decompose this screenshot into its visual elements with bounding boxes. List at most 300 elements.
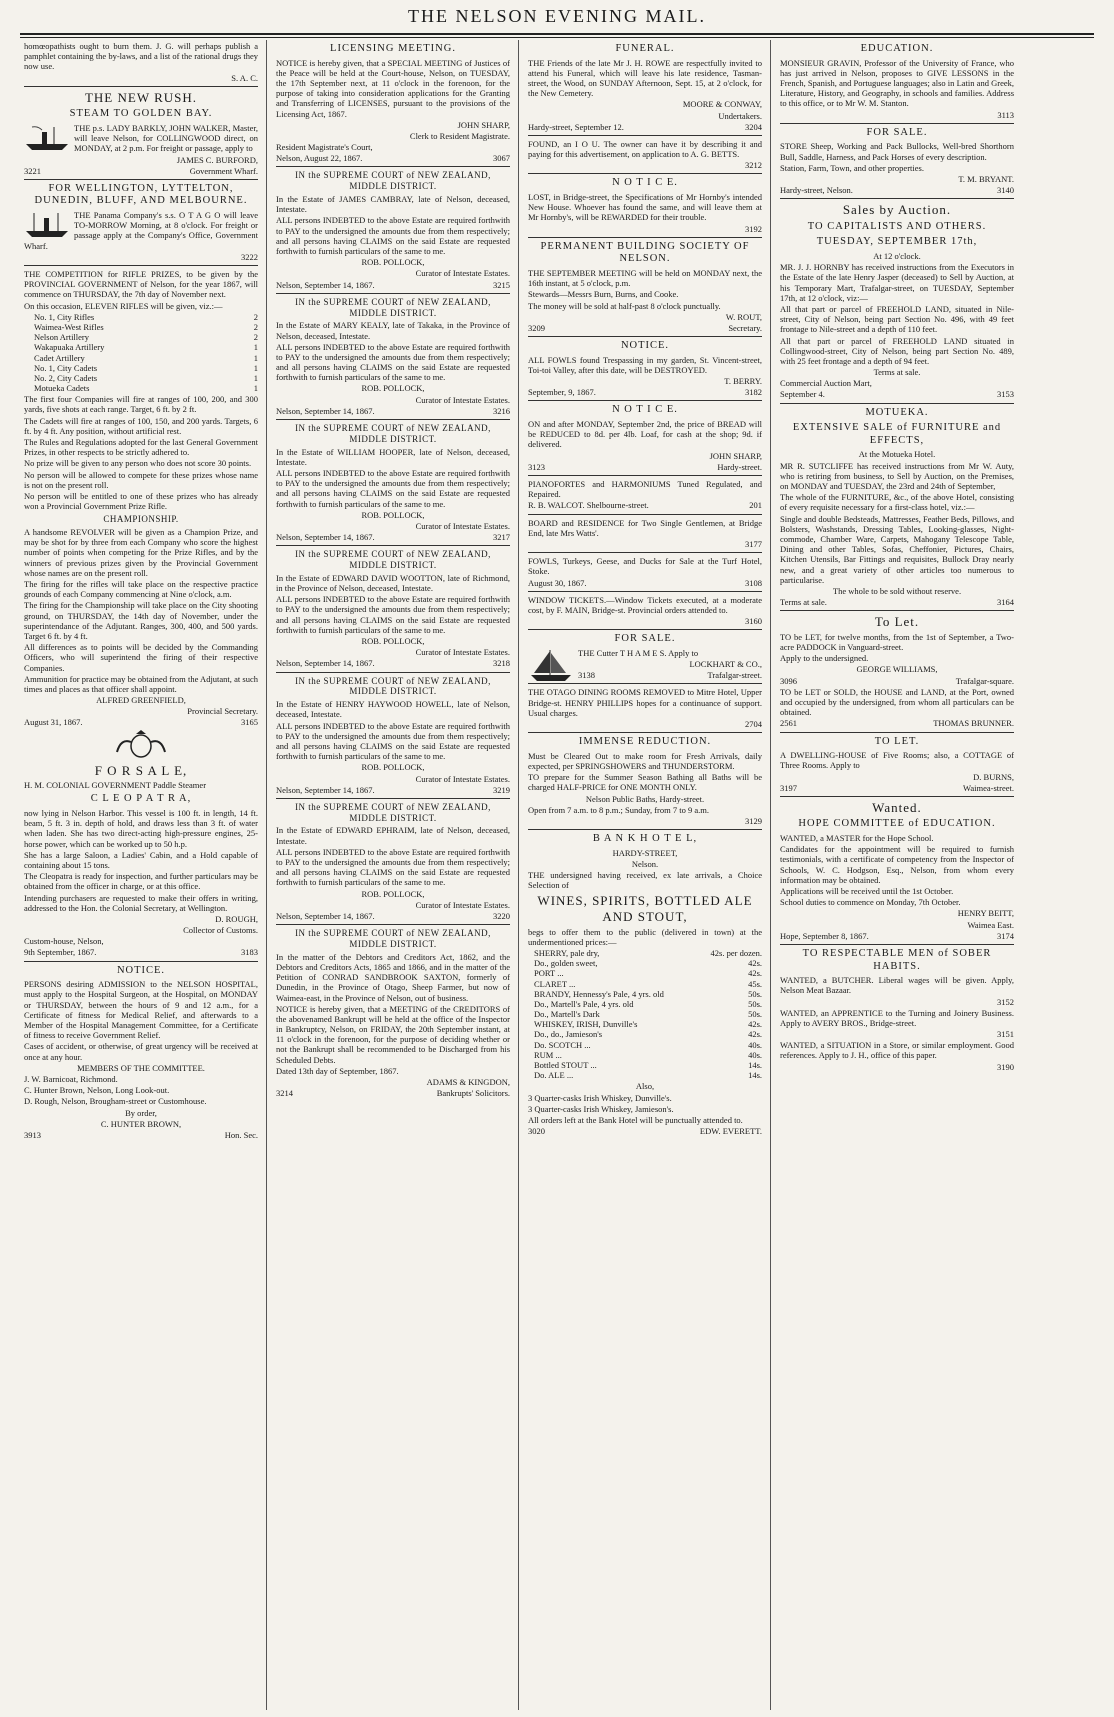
list-item: Do., golden sweet, 42s.: [534, 958, 762, 969]
estate-heading: In the Estate of HENRY HAYWOOD HOWELL, late of Nelson, deceased, Intestate.: [276, 699, 510, 720]
curator-title: Curator of Intestate Estates.: [415, 773, 510, 784]
steamer-icon: [24, 211, 70, 239]
ad-divider: [528, 135, 762, 136]
licensing-sig-name: JOHN SHARP,: [457, 119, 510, 130]
ad-divider: [24, 86, 258, 87]
fowls-title: NOTICE.: [620, 340, 670, 352]
list-item: No. 2, City Cadets 1: [34, 372, 258, 383]
ad-divider: [780, 610, 1014, 611]
hope-title: HOPE COMMITTEE of EDUCATION.: [798, 818, 996, 830]
sailboat-icon: [528, 649, 574, 683]
sale-text: STORE Sheep, Working and Pack Bullocks, Well-bred Shorthorn Bull, Saddle, Harness, and Pack Horses of every description.: [780, 141, 1014, 162]
ad-divider: [528, 829, 762, 830]
situation-text: WANTED, a SITUATION in a Store, or similar employment. Good references. Apply to J. H., office of this paper.: [780, 1040, 1014, 1061]
building-footer: [528, 323, 762, 333]
ad-number: 3913: [24, 1129, 41, 1140]
auction-lot: All that part or parcel of FREEHOLD LAND, situated in Nile-street, City of Nelson, being part Section No. 496, with 49 feet frontage to Nile-street and a depth of 110 feet.: [780, 303, 1014, 335]
court-title: IN the SUPREME COURT of NEW ZEALAND, MIDDLE DISTRICT.: [295, 296, 491, 318]
ad-divider: [528, 629, 762, 630]
ad-number: 3214: [276, 1088, 293, 1099]
wanted-footer: [780, 931, 1014, 941]
ad-number: 3197: [780, 782, 797, 793]
ad-divider: [276, 798, 510, 799]
bread-footer: [528, 462, 762, 472]
estate-text: ALL persons INDEBTED to the above Estate are required forthwith to PAY to the undersigned the amounts due from them respectively; and all persons having CLAIMS on the said Estate are requested forthwith to furnish particulars of the same to me.: [276, 468, 510, 509]
baths-hours: Open from 7 a.m. to 8 p.m.; Sunday, from 7 to 9 a.m.: [528, 804, 709, 815]
ad-number: 3108: [745, 577, 762, 588]
rifle-para: No prize will be given to any person who does not score 30 points.: [24, 458, 252, 469]
ad-number: 2704: [745, 718, 762, 729]
estate-text: ALL persons INDEBTED to the above Estate are required forthwith to PAY to the undersigned the amounts due from them respectively; and all persons having CLAIMS on the said Estate are requested forthwith to furnish particulars of the same to me.: [276, 594, 510, 635]
for-sale-sig-title: Collector of Customs.: [183, 925, 258, 936]
ad-divider: [780, 796, 1014, 797]
estate-heading: In the Estate of WILLIAM HOOPER, late of Nelson, deceased, Intestate.: [276, 446, 510, 467]
education-title: EDUCATION.: [860, 43, 934, 54]
ad-number: 3151: [997, 1029, 1014, 1040]
champ-para: The firing for the rifles will take place on the respective practice grounds of each Company commencing at Nine o'clock, a.m.: [24, 579, 258, 600]
homeo-sig: S. A. C.: [231, 72, 258, 83]
estate-footer: Nelson, September 14, 1867. 3215: [276, 279, 510, 290]
list-item: Do. SCOTCH ... 40s.: [534, 1039, 762, 1050]
rifle-intro: THE COMPETITION for RIFLE PRIZES, to be given by the PROVINCIAL GOVERNMENT of Nelson, for the year 1867, will commence on THURSDAY, the 7th day of November next.: [24, 269, 258, 300]
list-item: CLARET ... 45s.: [534, 978, 762, 989]
auction-mart: Commercial Auction Mart,: [780, 378, 872, 389]
sale-text2: Station, Farm, Town, and other properties.: [780, 162, 924, 173]
ad-place: Waimea-street.: [963, 782, 1014, 793]
education-text: MONSIEUR GRAVIN, Professor of the University of France, who has just arrived in Nelson, proposes to GIVE LESSONS in the French, Spanish, and Portuguese languages; also in Latin and Greek, Literature, History, and Geography, in schools and families. Address to this office, or to Mr W. M. Stanton.: [780, 57, 1014, 109]
ad-divider: [276, 924, 510, 925]
ad-number: 3164: [997, 597, 1014, 608]
ad-divider: [528, 514, 762, 515]
ad-number: 3113: [997, 109, 1014, 120]
for-sale-place: Custom-house, Nelson,: [24, 936, 104, 947]
ad-place: Trafalgar-square.: [955, 675, 1014, 686]
ad-date: September 4.: [780, 389, 825, 400]
ad-sig: R. B. WALCOT. Shelbourne-street.: [528, 500, 649, 511]
ad-number: 3123: [528, 461, 545, 472]
tolet-footer: [780, 718, 1014, 728]
sale-sig: T. M. BRYANT.: [958, 173, 1014, 184]
ad-place: Hardy-street, Nelson.: [780, 185, 853, 196]
price-list: [528, 948, 762, 1080]
list-item: Do., do., Jamieson's 42s.: [534, 1029, 762, 1040]
tolet2-footer: [780, 783, 1014, 793]
fowls-footer: [528, 387, 762, 397]
list-item: No. 1, City Rifles 2: [34, 311, 258, 322]
ad-date: Hope, September 8, 1867.: [780, 930, 869, 941]
motueka-footer: [780, 597, 1014, 607]
list-item: RUM ... 40s.: [534, 1049, 762, 1060]
estate-heading: In the Estate of JAMES CAMBRAY, late of Nelson, deceased, Intestate.: [276, 194, 510, 215]
estate-footer: Nelson, September 14, 1867. 3216: [276, 405, 510, 416]
bank-footer: [528, 1126, 762, 1136]
building-stewards: Stewards—Messrs Burn, Burns, and Cooke.: [528, 289, 679, 300]
auction-footer: [780, 389, 1014, 399]
bank-town: Nelson.: [631, 858, 659, 869]
curator-name: ROB. POLLOCK,: [361, 383, 425, 394]
masthead-rule: [20, 33, 1094, 35]
estate-notice: [276, 549, 510, 668]
rifle-para: No person will be entitled to one of these prizes who has already won a Provincial Government Prize Rifle.: [24, 490, 258, 512]
list-item: WHISKEY, IRISH, Dunville's 42s.: [534, 1019, 762, 1030]
tolet2-text: A DWELLING-HOUSE of Five Rooms; also, a COTTAGE of Three Rooms. Apply to: [780, 750, 1014, 771]
motueka-title: MOTUEKA.: [865, 406, 929, 418]
champ-para: A handsome REVOLVER will be given as a Champion Prize, and may be shot for by three from each Company who score the highest number of points when competing for the Prize Rifles, and by the winners of previous prizes given by the Provincial Government whose names are on the present roll.: [24, 527, 258, 578]
auction-text: MR. J. J. HORNBY has received instructions from the Executors in the Estate of the late Henry Jasper (deceased) to Sell by Auction, at his Temporary Mart, Trafalgar-street, on TUESDAY, September 17th, at 12 o'clock, viz:—: [780, 262, 1014, 303]
curator-name: ROB. POLLOCK,: [361, 888, 425, 899]
ad-divider: [780, 123, 1014, 124]
for-sale-sig-name: D. ROUGH,: [215, 913, 258, 924]
apprentice-text: WANTED, an APPRENTICE to the Turning and Joinery Business. Apply to AVERY BROS., Bridge-street.: [780, 1007, 1014, 1028]
for-sale-para: Intending purchasers are requested to make their offers in writing, addressed to the Hon. the Colonial Secretary, at Wellington.: [24, 892, 258, 913]
ad-number: 2561: [780, 718, 797, 729]
ad-sig: EDW. EVERETT.: [699, 1126, 762, 1137]
ad-number: 201: [749, 500, 762, 511]
ship-name: C L E O P A T R A,: [90, 793, 192, 805]
list-item: Do., Martell's Dark 50s.: [534, 1009, 762, 1020]
fowls2-text: FOWLS, Turkeys, Geese, and Ducks for Sale at the Turf Hotel, Stoke.: [528, 556, 762, 577]
hospital-sig-title: Hon. Sec.: [224, 1129, 258, 1140]
cutter-agent: LOCKHART & CO.,: [689, 659, 762, 670]
column-4: [780, 40, 1014, 1710]
wellington-title: FOR WELLINGTON, LYTTELTON, DUNEDIN, BLUFF, AND MELBOURNE.: [34, 182, 248, 207]
wellington-text: THE Panama Company's s.s. O T A G O will leave TO-MORROW Morning, at 8 o'clock. For freight or passage apply at the Company's Office, Government Wharf.: [24, 210, 258, 251]
ad-number: 3129: [745, 815, 762, 826]
ad-place: Government Wharf.: [189, 165, 258, 176]
building-sig-title: Secretary.: [728, 322, 762, 333]
member: C. Hunter Brown, Nelson, Long Look-out.: [24, 1085, 170, 1096]
licensing-place: Resident Magistrate's Court,: [276, 142, 373, 153]
list-item: Motueka Cadets 1: [34, 383, 258, 394]
masthead-rule-thin: [20, 37, 1094, 38]
estate-footer: Nelson, September 14, 1867. 3220: [276, 910, 510, 921]
ad-date: August 30, 1867.: [528, 577, 587, 588]
tolet-sig: GEORGE WILLIAMS,: [856, 664, 938, 675]
estate-footer: Nelson, September 14, 1867. 3217: [276, 532, 510, 543]
tolet2-sig: D. BURNS,: [973, 771, 1014, 782]
for-sale-text: H. M. COLONIAL GOVERNMENT Paddle Steamer: [24, 780, 207, 791]
bread-text: ON and after MONDAY, September 2nd, the price of BREAD will be REDUCED to 8d. per 4lb. Loaf, for cash at the shop; 9d. if delivered.: [528, 419, 762, 450]
bread-sig-name: JOHN SHARP,: [709, 450, 762, 461]
lost-text: LOST, in Bridge-street, the Specifications of Mr Hornby's intended New House. Whoever has found the same, and will leave them at Mr Hornby's, will be REWARDED for their trouble.: [528, 192, 762, 223]
funeral-footer: [528, 122, 762, 132]
rifle-para: No person will be allowed to compete for these prizes whose name is not on the present roll.: [24, 469, 258, 490]
curator-title: Curator of Intestate Estates.: [415, 520, 510, 531]
column-1: [24, 40, 258, 1710]
estate-text: ALL persons INDEBTED to the above Estate are required forthwith to PAY to the undersigned the amounts due from them respectively; and all persons having CLAIMS on the said Estate are requested forthwith to furnish particulars of the same to me.: [276, 846, 510, 888]
ad-sig: THOMAS BRUNNER.: [933, 718, 1014, 729]
for-sale-para: She has a large Saloon, a Ladies' Cabin, and a Hold capable of containing about 15 tons.: [24, 849, 258, 870]
licensing-text: NOTICE is hereby given, that a SPECIAL MEETING of Justices of the Peace will be held at the Court-house, Nelson, on TUESDAY, the 17th September next, at 11 o'clock in the forenoon, for the purpose of taking into consideration applications for the Granting and Transferring of LICENSES, pursuant to the provisions of the Licensing Act, 1867.: [276, 57, 510, 119]
curator-name: ROB. POLLOCK,: [361, 509, 425, 520]
rifle-para: The Cadets will fire at ranges of 100, 150, and 200 yards. Targets, 6 ft. by 4 ft. Any position, without artificial rest.: [24, 415, 258, 436]
list-item: Wakapuaka Artillery 1: [34, 342, 258, 353]
page-title: THE NELSON EVENING MAIL.: [408, 6, 706, 26]
for-sale-para: now lying in Nelson Harbor. This vessel is 100 ft. in length, 14 ft. beam, 5 ft. 3 in. depth of hold, and draws less than 3 ft. of water when laden. She has two direct-acting high-pressure engines, 25-horse power, which can be worked up to 50 h.p.: [24, 808, 258, 849]
immense-title: IMMENSE REDUCTION.: [578, 736, 712, 748]
fowls2-footer: [528, 578, 762, 588]
member: J. W. Barnicoat, Richmond.: [24, 1073, 118, 1084]
ad-date: 9th September, 1867.: [24, 947, 97, 958]
member: D. Rough, Nelson, Brougham-street or Customhouse.: [24, 1096, 207, 1107]
for-sale-footer: [24, 947, 258, 957]
motueka-items: Single and double Bedsteads, Mattresses, Feather Beds, Pillows, and Bolsters, Washstands, Dressing Tables, Looking-glasses, Night-commode, Chamber Ware, Carpets, Mahogany Telescope Table, Dining and other Tables, Sofas, Cheffonier, Pictures, Chairs, Kitchen Utensils, Bar Fittings and requisites, Bullock Dray nearly new, and a great variety of other articles too numerous to particularise.: [780, 513, 1014, 585]
court-title: IN the SUPREME COURT of NEW ZEALAND, MIDDLE DISTRICT.: [295, 170, 491, 192]
ad-divider: [24, 179, 258, 180]
auction-lot: All that part or parcel of FREEHOLD LAND situated in Collingwood-street, City of Nelson, being part Section No. 489, with 25 feet frontage and a depth of 94 feet.: [780, 335, 1014, 366]
board-text: BOARD and RESIDENCE for Two Single Gentlemen, at Bridge End, late Mrs Watts'.: [528, 517, 762, 538]
royal-crest-icon: [111, 730, 171, 760]
bank-cask: 3 Quarter-casks Irish Whiskey, Jamieson's.: [528, 1103, 674, 1114]
building-title: PERMANENT BUILDING SOCIETY OF NELSON.: [540, 240, 750, 265]
bank-orders: All orders left at the Bank Hotel will be punctually attended to.: [528, 1114, 743, 1125]
estate-notice: [276, 170, 510, 289]
bankrupt-text: NOTICE is hereby given, that a MEETING of the CREDITORS of the abovenamed Bankrupt will be held at the office of the Inspector in Bankruptcy, Nelson, on FRIDAY, the 20th September instant, at 11 o'clock in the forenoon, for the purpose of deciding whether or not the Bankrupt shall be recommended to be Discharged from his Scheduled Debts.: [276, 1003, 510, 1065]
estate-text: ALL persons INDEBTED to the above Estate are required forthwith to PAY to the undersigned the amounts due from them respectively; and all persons having CLAIMS on the said Estate are requested forthwith to furnish particulars of the same to me.: [276, 720, 510, 762]
estate-heading: In the Estate of EDWARD EPHRAIM, late of Nelson, deceased, Intestate.: [276, 825, 510, 846]
ad-divider: [780, 198, 1014, 199]
immense-text: Must be Cleared Out to make room for Fresh Arrivals, daily expected, per SPRINGSHOWERS and THUNDERSTORM.: [528, 750, 762, 771]
bankrupt-sig-name: ADAMS & KINGDON,: [426, 1077, 510, 1087]
ad-divider: [528, 336, 762, 337]
ad-date: September, 9, 1867.: [528, 387, 596, 398]
building-money: The money will be sold at half-past 8 o'clock punctually.: [528, 300, 721, 311]
bank-street: HARDY-STREET,: [612, 847, 678, 858]
ad-divider: [528, 475, 762, 476]
bankrupt-dated: Dated 13th day of September, 1867.: [276, 1065, 399, 1076]
bankrupt-footer: [276, 1088, 510, 1098]
hospital-para: PERSONS desiring ADMISSION to the NELSON HOSPITAL, must apply to the Hospital Surgeon, at the Hospital, on MONDAY or THURSDAY, between the hours of 9 and 12 a.m., for a Certificate of fitness for Medical Relief, and afterwards to a Member of the Hospital Management Committee, for a Certificate of fitness to receive Government Relief.: [24, 979, 258, 1041]
ad-divider: [780, 403, 1014, 404]
bank-hotel-title: B A N K H O T E L,: [592, 833, 698, 845]
bankrupt-heading: In the matter of the Debtors and Creditors Act, 1862, and the Debtors and Creditors Acts, 1865 and 1866, and in the matter of the Petition of CONRAD SANDBROOK SAXTON, formerly of Dunedin, in the Province of Otago, Sheep Farmer, but now of Waimea-east, in the Province of Nelson, out of business.: [276, 951, 510, 1003]
licensing-sig-title: Clerk to Resident Magistrate.: [409, 130, 510, 141]
champ-para: The firing for the Championship will take place on the City shooting ground, on THURSDAY, the 14th day of November, under the superintendance of the Adjutant. Ranges, 300, 400, and 500 yards. Target 6 ft. by 4 ft.: [24, 600, 258, 641]
licensing-footer: [276, 153, 510, 163]
ad-divider: [528, 173, 762, 174]
ad-number: 3138: [578, 670, 595, 681]
motueka-terms: Terms at sale.: [780, 597, 827, 608]
tolet-text2: TO be LET or SOLD, the HOUSE and LAND, at the Port, owned and occupied by the undersigned, from whom all particulars can be obtained.: [780, 686, 1014, 718]
ad-place: Hardy-street, September 12.: [528, 121, 624, 132]
new-rush-text: THE p.s. LADY BARKLY, JOHN WALKER, Master, will leave Nelson, for COLLINGWOOD direct, on MONDAY, at 2 p.m. For freight or passage, apply to: [74, 122, 258, 154]
tolet-title: To Let.: [874, 614, 920, 630]
motueka-text2: The whole of the FURNITURE, &c., of the above Hotel, consisting of every requisite necessary for a first-class hotel, viz.:—: [780, 492, 1014, 513]
ad-divider: [528, 400, 762, 401]
baths-place: Nelson Public Baths, Hardy-street.: [585, 793, 705, 804]
bankrupt-sig-title: Bankrupts' Solicitors.: [436, 1088, 510, 1099]
bread-title: N O T I C E.: [612, 404, 678, 416]
ad-number: 3160: [745, 616, 762, 627]
ad-number: 3204: [745, 121, 762, 132]
bank-offer: begs to offer them to the public (delivered in town) at the undermentioned prices:—: [528, 926, 762, 947]
wanted-title: Wanted.: [872, 799, 922, 815]
tolet2-title: TO LET.: [874, 735, 920, 747]
list-item: PORT ... 42s.: [534, 968, 762, 979]
estate-text: ALL persons INDEBTED to the above Estate are required forthwith to PAY to the undersigned the amounts due from them respectively; and all persons having CLAIMS on the said Estate are requested forthwith to furnish particulars of the same to me.: [276, 341, 510, 383]
curator-name: ROB. POLLOCK,: [361, 762, 425, 773]
column-divider: [266, 40, 267, 1710]
wanted-sig: HENRY BEITT,: [957, 908, 1014, 919]
wanted-text4: School duties to commence on Monday, 7th October.: [780, 897, 961, 908]
ad-divider: [528, 732, 762, 733]
curator-name: ROB. POLLOCK,: [361, 636, 425, 647]
hospital-para: Cases of accident, or otherwise, of great urgency will be received at once at any hour.: [24, 1041, 258, 1062]
rifle-para: The Rules and Regulations adopted for the last General Government Prizes, in other respects to be strictly adhered to.: [24, 437, 258, 458]
cutter-footer: [578, 670, 762, 680]
steamer-icon: [24, 124, 70, 152]
curator-title: Curator of Intestate Estates.: [415, 268, 510, 279]
ad-date: August 31, 1867.: [24, 717, 83, 728]
ad-number: 3177: [745, 538, 762, 549]
auction-date: TUESDAY, SEPTEMBER 17th,: [816, 236, 978, 248]
column-2: [276, 40, 510, 1710]
list-item: No. 1, City Cadets 1: [34, 362, 258, 373]
hospital-title: NOTICE.: [116, 964, 166, 976]
champ-para: All differences as to points will be decided by the Commanding Officers, who will superintend the firing of their respective Companies.: [24, 642, 258, 673]
lost-title: N O T I C E.: [612, 177, 678, 189]
motueka-sub: EXTENSIVE SALE of FURNITURE and EFFECTS,: [792, 422, 1002, 446]
sale-footer: [780, 185, 1014, 195]
rifle-footer: [24, 717, 258, 727]
list-item: Nelson Artillery 2: [34, 332, 258, 343]
list-item: BRANDY, Hennessy's Pale, 4 yrs. old 50s.: [534, 988, 762, 999]
sober-title: TO RESPECTABLE MEN of SOBER HABITS.: [802, 947, 992, 972]
ad-divider: [780, 944, 1014, 945]
ad-divider: [276, 419, 510, 420]
ad-number: 3190: [997, 1061, 1014, 1072]
tolet-text: TO be LET, for twelve months, from the 1st of September, a Two-acre PADDOCK in Vanguard-street.: [780, 631, 1014, 653]
auction-title: Sales by Auction.: [842, 202, 952, 218]
court-title: IN the SUPREME COURT of NEW ZEALAND, MIDDLE DISTRICT.: [295, 549, 491, 571]
curator-title: Curator of Intestate Estates.: [415, 647, 510, 658]
list-item: Cadet Artillery 1: [34, 352, 258, 363]
list-item: Do., Martell's Pale, 4 yrs. old 50s.: [534, 998, 762, 1009]
bank-cask: 3 Quarter-casks Irish Whiskey, Dunville's.: [528, 1092, 672, 1103]
by-order: By order,: [125, 1107, 157, 1118]
immense-text2: TO prepare for the Summer Season Bathing all Baths will be charged HALF-PRICE for ONE MONTH ONLY.: [528, 772, 762, 793]
ad-divider: [528, 591, 762, 592]
new-rush-footer: [24, 166, 258, 176]
ad-divider: [780, 732, 1014, 733]
bank-intro: THE undersigned having received, ex late arrivals, a Choice Selection of: [528, 870, 762, 891]
list-item: Do. ALE ... 14s.: [534, 1070, 762, 1081]
homeo-text: homœopathists ought to burn them. J. G. will perhaps publish a pamphlet containing the by-laws, and a list of the rational drugs they now use.: [24, 41, 258, 72]
ad-divider: [528, 552, 762, 553]
ad-divider: [276, 545, 510, 546]
piano-footer: [528, 500, 762, 510]
building-sig-name: W. ROUT,: [725, 311, 762, 322]
rifle-list: [24, 312, 258, 394]
rifle-sig-name: ALFRED GREENFIELD,: [96, 695, 186, 706]
court-title: IN the SUPREME COURT of NEW ZEALAND, MIDDLE DISTRICT.: [295, 423, 491, 444]
wanted-text3: Applications will be received until the 1st October.: [780, 886, 954, 896]
ad-number: 3192: [745, 223, 762, 234]
column-3: [528, 40, 762, 1710]
ad-divider: [24, 265, 258, 266]
ad-divider: [528, 683, 762, 684]
funeral-sig-name: MOORE & CONWAY,: [682, 99, 762, 110]
piano-text: PIANOFORTES and HARMONIUMS Tuned Regulated, and Repaired.: [528, 479, 762, 500]
estate-notice: [276, 802, 510, 921]
window-text: WINDOW TICKETS.—Window Tickets executed, at a moderate cost, by F. MAIN, Bridge-st. Provincial orders attended to.: [528, 594, 762, 615]
ad-divider: [24, 961, 258, 962]
court-title: IN the SUPREME COURT of NEW ZEALAND, MIDDLE DISTRICT.: [295, 801, 491, 823]
for-sale-title: F O R S A L E,: [94, 762, 188, 778]
court-title: IN the SUPREME COURT of NEW ZEALAND, MIDDLE DISTRICT.: [295, 675, 491, 697]
licensing-title: LICENSING MEETING.: [330, 43, 456, 54]
motueka-text: MR R. SUTCLIFFE has received instructions from Mr W. Auty, who is retiring from business, to Sell by Auction, on the Premises, on MONDAY and TUESDAY, the 23rd and 24th of September,: [780, 460, 1014, 491]
estate-text: ALL persons INDEBTED to the above Estate are required forthwith to PAY to the undersigned the amounts due from them respectively; and all persons having CLAIMS on the said Estate are requested forthwith to furnish particulars of the same to me.: [276, 215, 510, 256]
cutter-title: FOR SALE.: [614, 633, 676, 645]
funeral-text: THE Friends of the late Mr J. H. ROWE are respectfully invited to attend his Funeral, which will leave his late residence, Tasman-street, the Wood, on SUNDAY Afternoon, Sept. 15, at 2 o'clock, for the New Cemetery.: [528, 57, 762, 99]
otago-text: THE OTAGO DINING ROOMS REMOVED to Mitre Hotel, Upper Bridge-st. HENRY PHILLIPS hopes for a continuance of support. Usual charges.: [528, 687, 762, 718]
list-item: Bottled STOUT ... 14s.: [534, 1060, 762, 1071]
list-item: Waimea-West Rifles 2: [34, 321, 258, 332]
ad-number: 3153: [997, 389, 1014, 400]
ad-number: 3152: [997, 996, 1014, 1007]
ad-number: 3067: [493, 153, 510, 164]
rifle-para: The first four Companies will fire at ranges of 100, 200, and 300 yards, five shots at each range. Target, 6 ft. by 2 ft.: [24, 394, 258, 415]
estate-footer: Nelson, September 14, 1867. 3219: [276, 784, 510, 795]
curator-title: Curator of Intestate Estates.: [415, 394, 510, 405]
ad-number: 3174: [997, 930, 1014, 941]
championship-title: CHAMPIONSHIP.: [103, 514, 179, 525]
wanted-sig-title: Waimea East.: [967, 919, 1014, 930]
sale-title: FOR SALE.: [866, 126, 928, 138]
ad-divider: [276, 166, 510, 167]
ad-date: Nelson, August 22, 1867.: [276, 153, 363, 164]
court-title: IN the SUPREME COURT of NEW ZEALAND, MIDDLE DISTRICT.: [295, 928, 491, 949]
curator-title: Curator of Intestate Estates.: [415, 899, 510, 910]
building-text: THE SEPTEMBER MEETING will be held on MONDAY next, the 16th instant, at 5 o'clock, p.m.: [528, 268, 762, 289]
ad-number: 3140: [997, 185, 1014, 196]
wanted-text2: Candidates for the appointment will be required to furnish testimonials, with a certificate of competency from the Inspector of Schools, W. C. Hodgson, Esq., Nelson, from whom every information may be obtained.: [780, 844, 1014, 885]
bank-big: WINES, SPIRITS, BOTTLED ALE AND STOUT,: [537, 893, 753, 924]
fowls-text: ALL FOWLS found Trespassing in my garden, St. Vincent-street, Toi-toi Valley, after this date, will be DESTROYED.: [528, 354, 762, 375]
ad-number: 3212: [745, 160, 762, 171]
estate-footer: Nelson, September 14, 1867. 3218: [276, 658, 510, 669]
estate-heading: In the Estate of EDWARD DAVID WOOTTON, late of Richmond, in the Province of Nelson, deceased, Intestate.: [276, 572, 510, 594]
estate-notice: [276, 676, 510, 795]
rifle-intro2: On this occasion, ELEVEN RIFLES will be given, viz.:—: [24, 300, 223, 311]
ad-number: 3182: [745, 387, 762, 398]
found-text: FOUND, an I O U. The owner can have it by describing it and paying for this advertisement, on application to A. G. BETTS.: [528, 138, 762, 160]
new-rush-title: THE NEW RUSH.: [84, 89, 198, 105]
auction-sub: TO CAPITALISTS AND OTHERS.: [807, 220, 987, 232]
champ-para: Ammunition for practice may be obtained from the Adjutant, at such times and places as that officer shall appoint.: [24, 673, 258, 694]
ad-place: Hardy-street.: [717, 461, 762, 472]
column-divider: [518, 40, 519, 1710]
auction-terms: Terms at sale.: [873, 367, 921, 378]
tolet-apply: Apply to the undersigned.: [780, 653, 869, 664]
wanted-text: WANTED, a MASTER for the Hope School.: [780, 833, 934, 844]
curator-name: ROB. POLLOCK,: [361, 257, 425, 268]
butcher-text: WANTED, a BUTCHER. Liberal wages will be given. Apply, Nelson Meat Bazaar.: [780, 975, 1014, 996]
ad-number: 3221: [24, 165, 41, 176]
funeral-sig-title: Undertakers.: [718, 110, 762, 121]
for-sale-para: The Cleopatra is ready for inspection, and further particulars may be obtained from the officer in charge, or at this office.: [24, 871, 258, 892]
tolet-footer: [780, 676, 1014, 686]
ad-divider: [276, 672, 510, 673]
members-heading: MEMBERS OF THE COMMITTEE.: [77, 1062, 205, 1073]
ad-place: Trafalgar-street.: [707, 670, 762, 681]
motueka-hotel: At the Motueka Hotel.: [858, 449, 936, 460]
list-item: SHERRY, pale dry, 42s. per dozen.: [534, 947, 762, 958]
motueka-reserve: The whole to be sold without reserve.: [832, 585, 962, 596]
new-rush-subtitle: STEAM TO GOLDEN BAY.: [69, 108, 213, 120]
column-divider: [770, 40, 771, 1710]
